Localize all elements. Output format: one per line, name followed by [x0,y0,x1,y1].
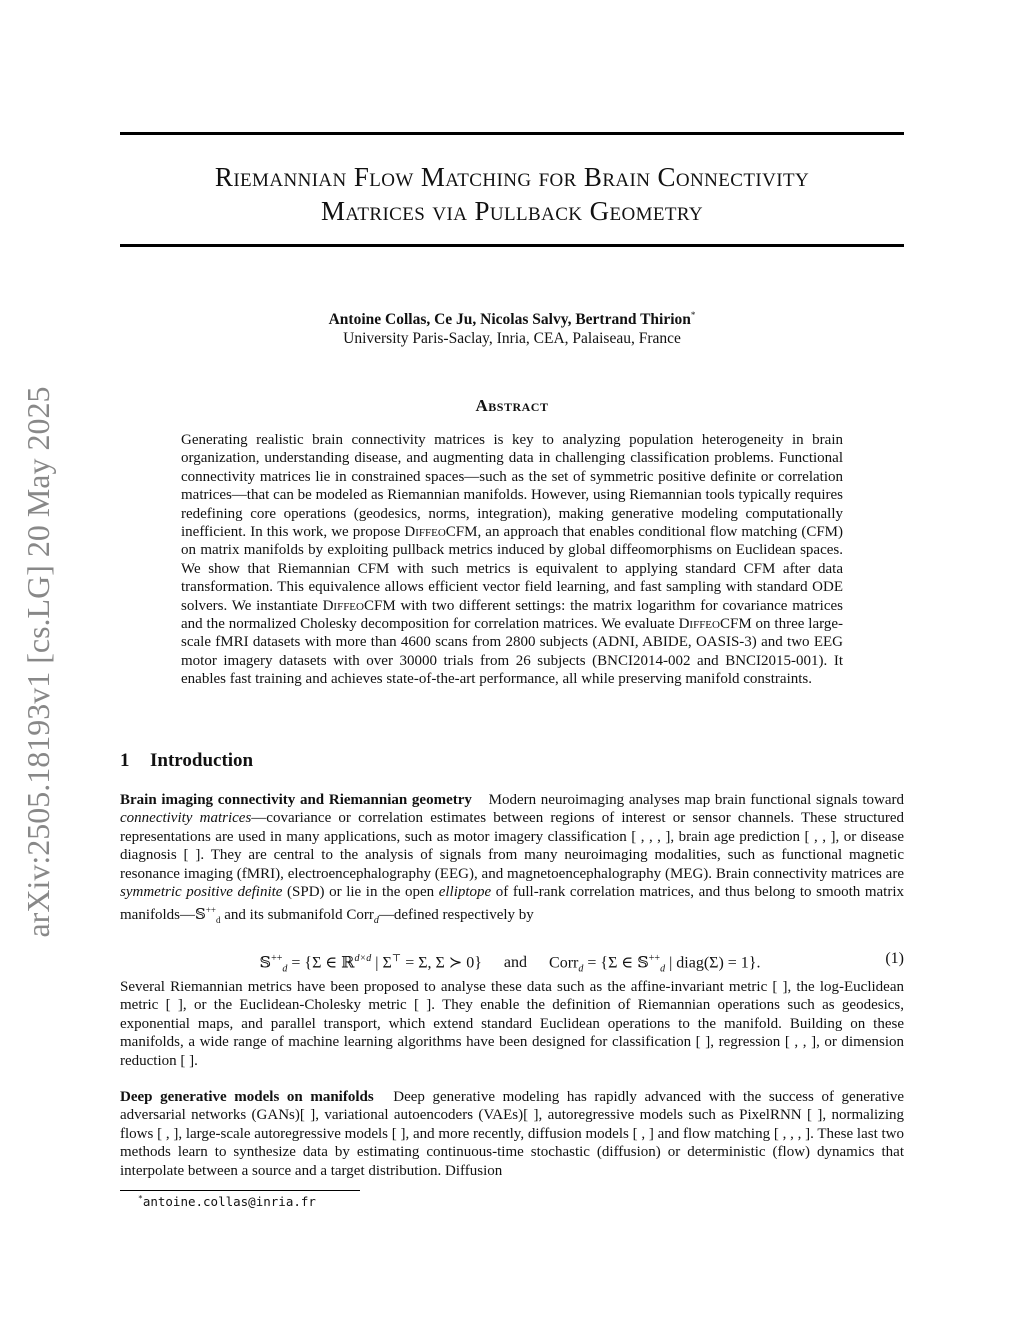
footnote-rule [120,1190,360,1191]
method-name: DiffeoCFM [404,524,478,541]
title-line-1: Riemannian Flow Matching for Brain Connectivity [214,162,810,192]
para3-text: Deep generative modeling has rapidly advanced with the success of generative adversarial networks (GANs)[ ], variational autoencoders (VAEs)[ ], autoregressive models such as PixelRNN [ ], normalizing flows [ , ], large-scale autoregressive models [ ], and more recently, diffusion models [ , ] and flow matching [ , , , ]. These last two methods learn to synthesize data by estimating continuous-time stochastic (diffusion) or deterministic (flow) dynamics that interpolate between a source and a target distribution. Diffusion [120,1089,904,1179]
para1-text: of full-rank correlation matrices, and thus belong to smooth matrix manifolds— [120,884,905,924]
intro-paragraph-3 [120,1088,904,1180]
spd-manifold-symbol: 𝕊++$_d$ [195,905,221,926]
author-email: antoine.collas@inria.fr [142,1194,316,1210]
paragraph-lead: Deep generative models on manifolds [120,1089,374,1105]
abstract-part-3: with two different settings: the matrix logarithm for covariance matrices and the normalized Cholesky decomposition for correlation matrices. We evaluate [181,597,843,633]
title-top-rule [120,132,904,135]
affiliation: University Paris-Saclay, Inria, CEA, Palaiseau, France [343,330,681,348]
author-names: Antoine Collas, Ce Ju, Nicolas Salvy, Bertrand Thirion [328,311,691,329]
para1-emphasis: symmetric positive definite [120,884,283,901]
section-number: 1 [120,750,130,771]
para1-text: and its submanifold [224,907,343,924]
equation-1 [120,944,904,974]
para1-text: —defined respectively by [378,907,534,924]
footnote: *antoine.collas@inria.fr [138,1194,316,1210]
para1-emphasis: elliptope [438,884,492,901]
section-heading [120,750,253,772]
method-name: DiffeoCFM [322,597,396,614]
author-block [120,306,904,348]
footnote-marker: * [690,310,696,320]
paragraph-lead: Brain imaging connectivity and Riemannian geometry [120,792,472,808]
intro-paragraph-1 [120,791,904,931]
arxiv-identifier: arXiv:2505.18193v1 [cs.LG] 20 May 2025 [20,386,56,938]
section-title: Introduction [150,750,254,771]
para1-text: —covariance or correlation estimates between regions of interest or sensor channels. These structured representations are used in many applications, such as motor imagery classification [ , , , ], brain age prediction [ , , ], or disease diagnosis [ ]. They are central to the analysis of signals from many neuroimaging modalities, such as functional magnetic resonance imaging (fMRI), electroencephalography (EEG), and magnetoencephalography (MEG). Brain connectivity matrices are [120,810,904,882]
title-bottom-rule [120,244,904,247]
method-name: DiffeoCFM [678,616,752,633]
para1-emphasis: connectivity matrices [120,810,252,827]
abstract-part-1: Generating realistic brain connectivity matrices is key to analyzing population heterogeneity in brain organization, understanding disease, and augmenting data in challenging classification problems. Functional connectivity matrices lie in constrained spaces—such as the set of symmetric positive definite or correlation matrices—that can be modeled as Riemannian manifolds. However, using Riemannian tools typically requires redefining core operations (geodesics, norms, integration), making generative modeling computationally inefficient. In this work, we propose [181,432,843,541]
intro-paragraph-2: Several Riemannian metrics have been proposed to analyse these data such as the affine-invariant metric [ ], the log-Euclidean metric [ ], or the Euclidean-Cholesky metric [ ]. They enable the definition of Riemannian operations such as geodesics, exponential maps, and parallel transport, which extend standard Euclidean operations to the manifold. Building on these manifolds, a wide range of machine learning algorithms have been designed for classification [ ], regression [ , , ], or dimension reduction [ ]. [120,979,904,1069]
equation-body: 𝕊++$_d$ = {Σ ∈ ℝ$^{d\times d}$ | Σ⊤ = Σ, Σ ≻ 0} and Corr$_d$ = {Σ ∈ 𝕊++$_d$ | diag(Σ) = 1}. [259,953,761,975]
corr-symbol: Corr$_d$ [346,907,379,927]
paper-title [120,160,904,228]
abstract-text [181,431,843,689]
title-line-2: Matrices via Pullback Geometry [320,196,704,226]
para1-text: (SPD) or lie in the open [287,884,435,901]
abstract-heading: Abstract [475,396,549,415]
equation-number: (1) [885,950,904,967]
abstract-part-4: on three large-scale fMRI datasets with more than 4600 scans from 2800 subjects (ADNI, ABIDE, OASIS-3) and two EEG motor imagery datasets with over 30000 trials from 26 subjects (BNCI2014-002 and BNCI2015-001). It enables fast training and achieves state-of-the-art performance, all while preserving manifold constraints. [181,616,843,688]
abstract-part-2: , an approach that enables conditional flow matching (CFM) on matrix manifolds by exploiting pullback metrics induced by global diffeomorphisms on Euclidean spaces. We show that Riemannian CFM with such metrics is equivalent to applying standard CFM after data transformation. This equivalence allows efficient vector field learning, and fast sampling with standard ODE solvers. We instantiate [181,524,843,614]
para1-text: Modern neuroimaging analyses map brain functional signals toward [488,792,904,808]
